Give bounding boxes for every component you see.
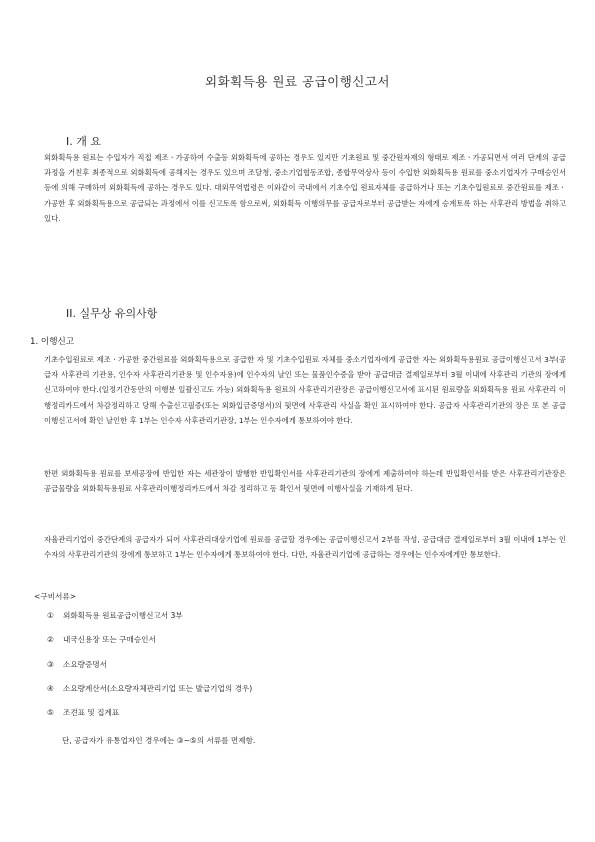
list-item [47, 658, 252, 682]
list-item [47, 682, 252, 706]
list-item [47, 633, 252, 657]
paragraph-self-managed-company: 자율관리기업이 중간단계의 공급자가 되어 사후관리대상기업에 원료를 공급할 경우에는 공급이행신고서 2부를 작성, 공급대금 결제일로부터 3월 이내에 1부는 인수자의 사후관리기관의 장에게 통보하고 1부는 인수자에게 통보하여야 한다. 다만, 자율관리기업에 공급하는 경우에는 인수자에게만 통보한다. [44, 535, 566, 560]
list-item-label: 내국신용장 또는 구매승인서 [63, 635, 156, 645]
list-item-label: 조견표 및 집계표 [63, 708, 120, 718]
required-documents-list [47, 609, 252, 730]
overview-paragraph: 외화획득용 원료는 수입자가 직접 제조ㆍ가공하여 수출등 외화획득에 공하는 경우도 있지만 기초원료 및 중간원자재의 형태로 제조ㆍ가공되면서 여러 단계의 공급과정을 거친후 최종적으로 외화획득에 공해지는 경우도 있으며 조달청, 중소기업협동조합, 종합무역상사 등이 수입한 외화획득용 원료를 중소기업자가 구매승인서 등에 의해 구매하여 외화획득에 공하는 경우도 있다. 대외무역법령은 이와같이 국내에서 기초수입 원료자체를 공급하거나 또는 기초수입원료로 중간원료를 제조ㆍ가공한 후 외화획득용으로 공급되는 과정에서 이를 신고토록 함으로써, 외화획득 이행의무를 공급자로부터 공급받는 자에게 승계토록 하는 사후관리 방법을 취하고 있다. [44, 153, 566, 223]
document-title: 외화획득용 원료 공급이행신고서 [205, 74, 390, 89]
list-item [47, 706, 252, 730]
exemption-note: 단, 공급자가 유통업자인 경우에는 ③~⑤의 서류를 면제함. [62, 736, 256, 745]
required-documents-heading: <구비서류> [34, 592, 77, 601]
list-item-label: 외화획득용 원료공급이행신고서 3부 [63, 611, 183, 620]
list-item-label: 소요량계산서(소요량자체관리기업 또는 발급기업의 경우) [63, 683, 253, 693]
section-heading-overview: I. 개 요 [66, 135, 101, 148]
list-item-number: ④ [47, 683, 54, 693]
section-heading-practical-notes: II. 실무상 유의사항 [66, 307, 158, 320]
list-item-number: ⑤ [47, 708, 54, 718]
list-item-label: 소요량증명서 [63, 659, 108, 669]
list-item-number: ③ [47, 659, 54, 669]
list-item [47, 609, 252, 633]
list-item-number: ② [47, 635, 54, 645]
list-item-number: ① [47, 611, 54, 620]
subheading-performance-report: 1. 이행신고 [30, 337, 75, 347]
paragraph-bonded-factory: 한편 외화획득용 원료를 보세공장에 반입한 자는 세관장이 발행한 반입확인서를 사후관리기관의 장에게 제출하여야 하는데 반입확인서를 받은 사후관리기관장은 공급물량을 외화획득용원료 사후관리이행정리카드에서 차감 정리하고 동 확인서 뒷면에 이행사실을 기재하게 된다. [44, 469, 566, 494]
paragraph-report-procedure: 기초수입원료로 제조ㆍ가공한 중간원료를 외화획득용으로 공급한 자 및 기초수입원료 자체를 중소기업자에게 공급한 자는 외화획득용원료 공급이행신고서 3부(공급자 사후관리 기관용, 인수자 사후관리기관용 및 인수자용)에 인수자의 날인 또는 물품인수증을 받아 공급대금 결제일로부터 3월 이내에 사후관리 기관의 장에게 신고하여야 한다.(일정기간동안의 이행분 일괄신고도 가능) 외화획득용 원료의 사후관리기관장은 공급이행신고서에 표시된 원료량을 외화획득용 원료 사후관리 이행정리카드에서 차감정리하고 당해 수출신고필증(또는 외화입금증명서)의 뒷면에 사후관리 사실을 확인 표시하여야 한다. 공급자 사후관리기관의 장은 또 본 공급이행신고서에 확인 날인한 후 1부는 인수자 사후관리기관장, 1부는 인수자에게 통보하여야 한다. [44, 355, 566, 425]
